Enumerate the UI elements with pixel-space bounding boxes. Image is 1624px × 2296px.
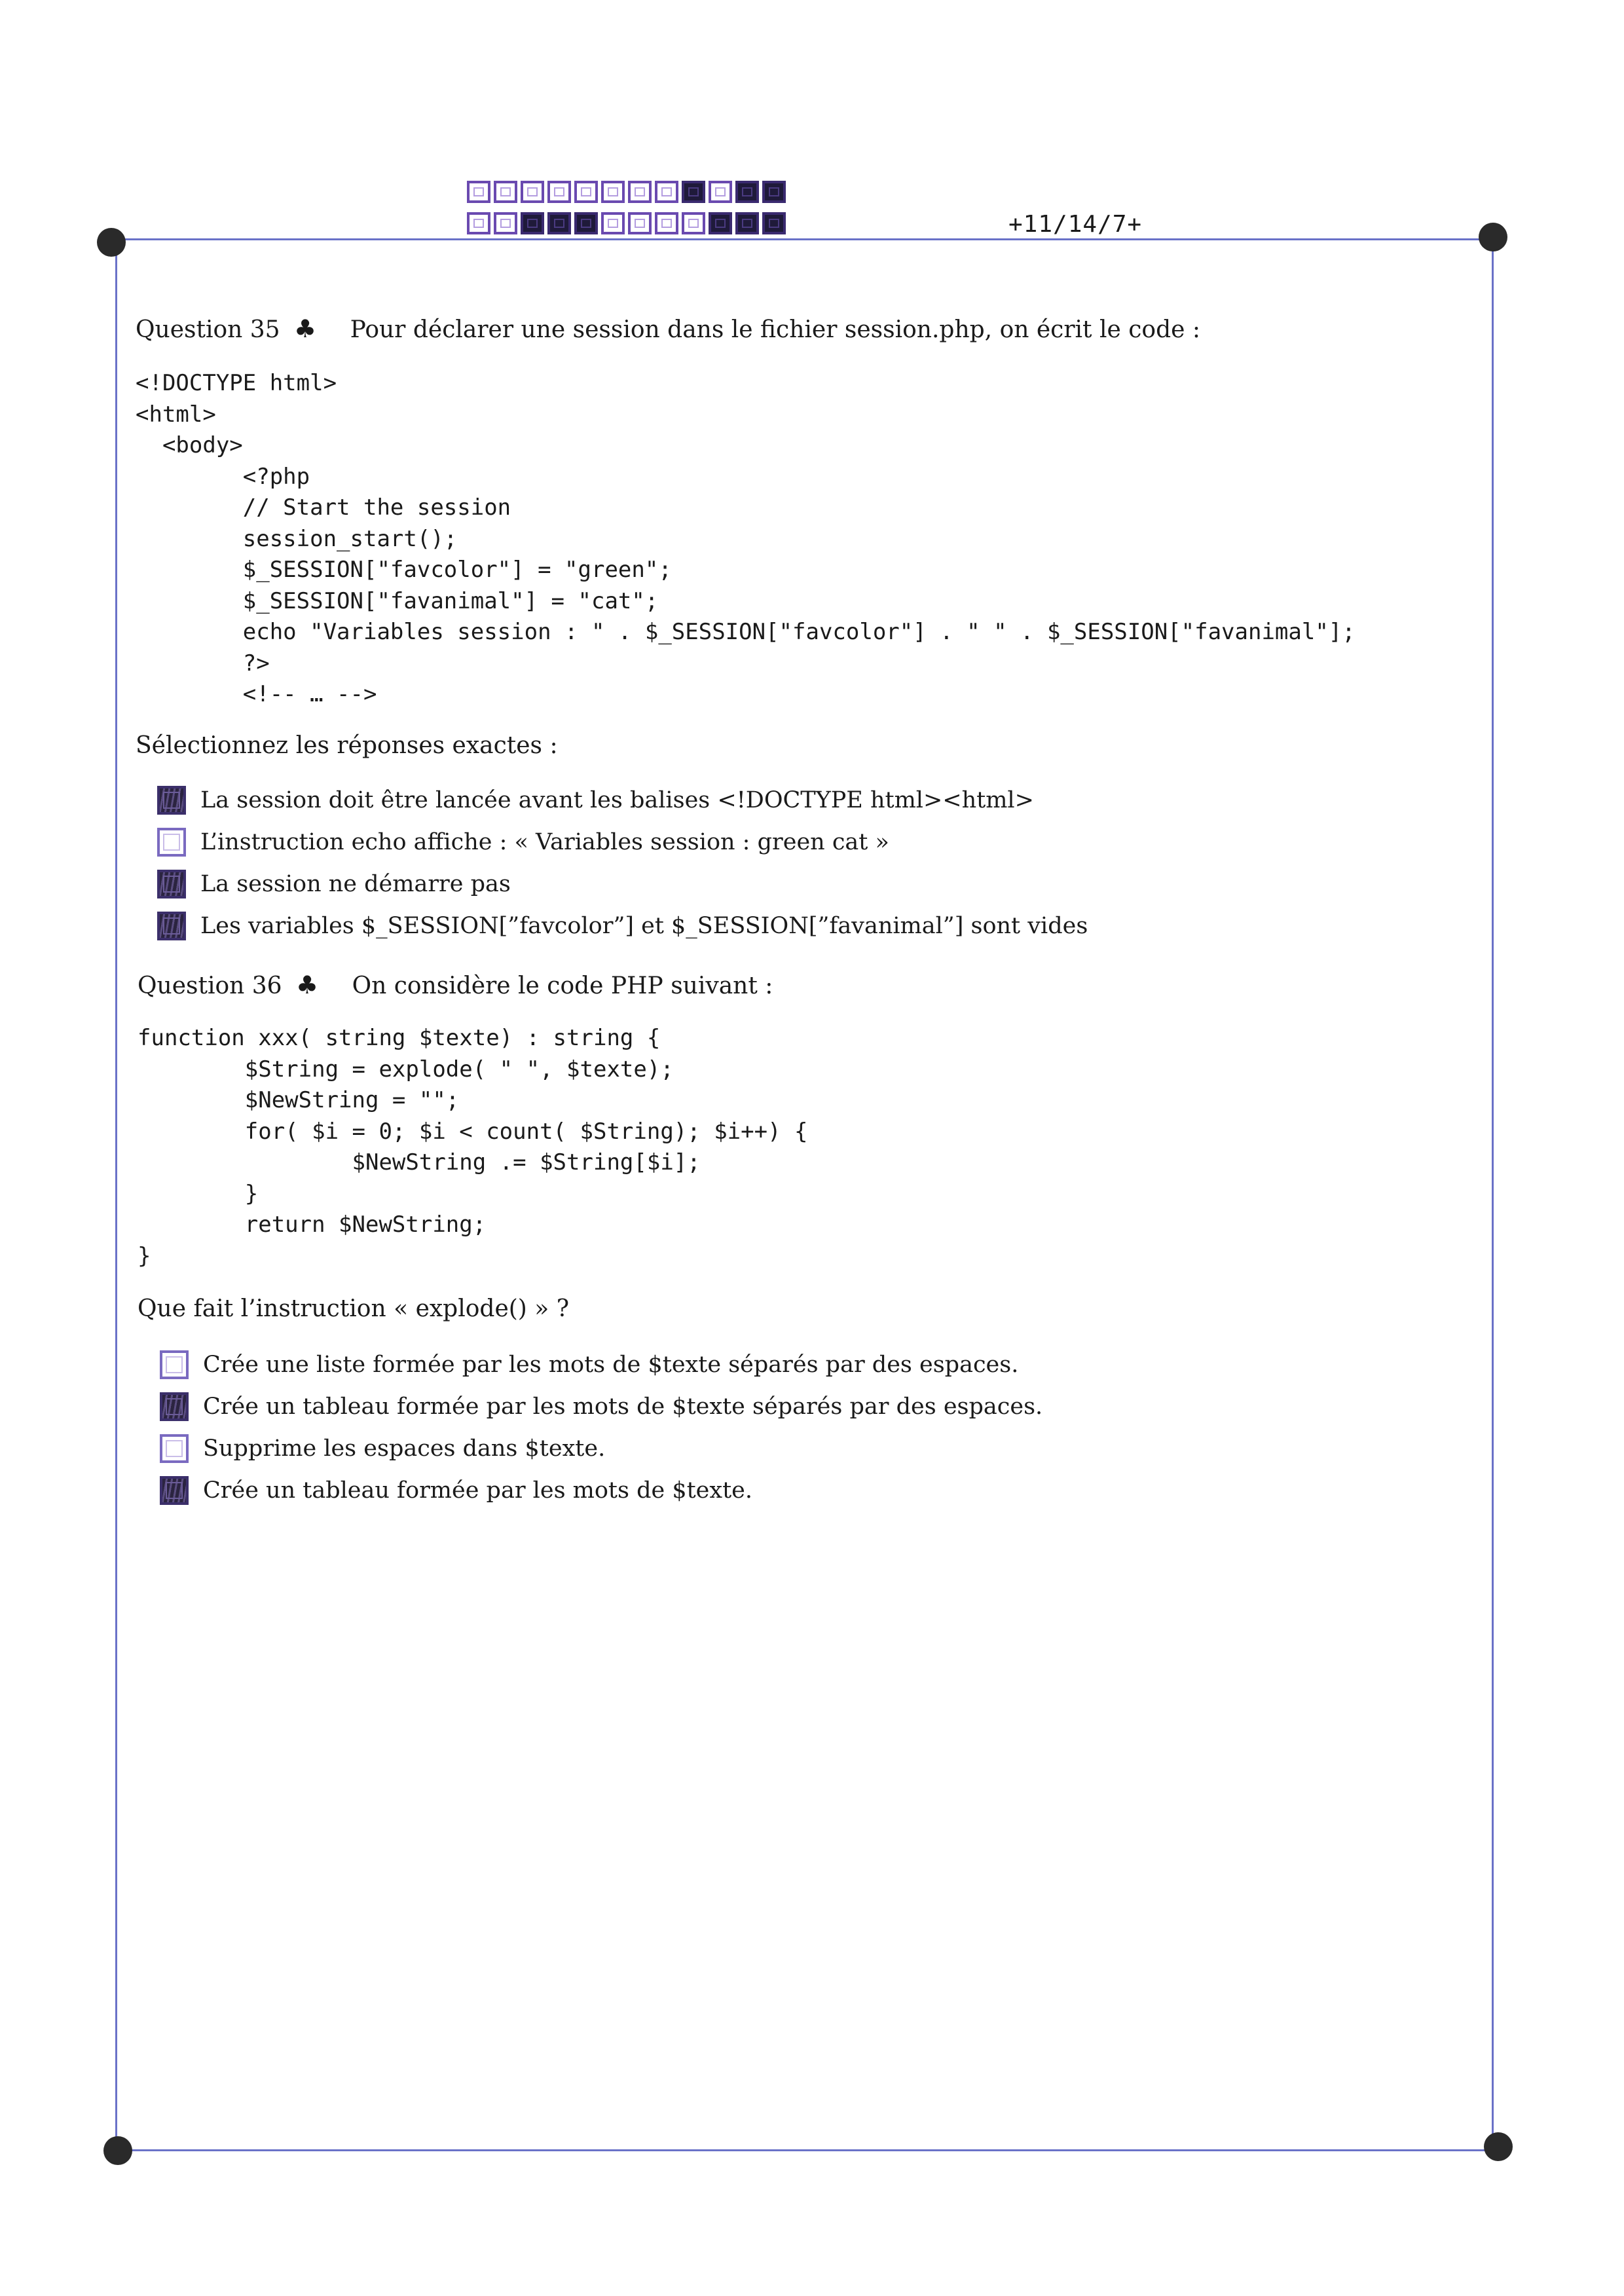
answer-label: Crée un tableau formée par les mots de $texte séparés par des espaces.	[203, 1394, 1043, 1420]
code-box	[762, 181, 786, 203]
corner-mark-bottom-right	[1484, 2132, 1513, 2161]
code-box	[547, 181, 571, 203]
frame-top-line	[111, 238, 1493, 240]
answer-label: Crée une liste formée par les mots de $texte séparés par des espaces.	[203, 1352, 1019, 1378]
code-box	[467, 181, 490, 203]
answer-label: L’instruction echo affiche : « Variables session : green cat »	[200, 829, 889, 855]
answer-option[interactable]	[160, 1428, 1043, 1470]
corner-mark-bottom-left	[103, 2136, 132, 2165]
answer-option[interactable]	[157, 821, 1088, 863]
frame-left-line	[115, 238, 117, 2151]
frame-bottom-line	[118, 2149, 1500, 2151]
checked-checkbox[interactable]	[157, 870, 186, 898]
code-box	[601, 212, 625, 234]
question-number: Question 36	[138, 972, 282, 999]
checked-checkbox[interactable]	[160, 1476, 189, 1505]
club-icon: ♣	[296, 971, 319, 999]
code-box	[494, 212, 517, 234]
question-35-code: <!DOCTYPE html> <html> <body> <?php // Start the session session_start(); $_SESSION["favcolor"] = "green"; $_SESSION["favanimal"] = "cat"; echo "Variables session : " . $_SESSION["favcolor"] . " " . $_SESSION["favanimal"]; ?> <!-- … -->	[136, 370, 1356, 707]
answer-label: Supprime les espaces dans $texte.	[203, 1435, 606, 1462]
question-35-header	[136, 314, 1200, 343]
code-box	[682, 181, 705, 203]
empty-checkbox[interactable]	[157, 828, 186, 857]
code-box	[574, 212, 598, 234]
code-box	[709, 181, 732, 203]
question-text: Pour déclarer une session dans le fichier session.php, on écrit le code :	[350, 316, 1200, 343]
code-box	[547, 212, 571, 234]
question-36-header	[138, 971, 773, 999]
question-35-answers	[157, 779, 1088, 947]
empty-checkbox[interactable]	[160, 1434, 189, 1463]
question-36-answers	[160, 1344, 1043, 1511]
page-id: +11/14/7+	[1008, 211, 1143, 238]
code-box	[494, 181, 517, 203]
answer-label: Les variables $_SESSION[”favcolor”] et $_SESSION[”favanimal”] sont vides	[200, 913, 1088, 939]
empty-checkbox[interactable]	[160, 1350, 189, 1379]
question-text: On considère le code PHP suivant :	[352, 972, 773, 999]
code-box	[655, 181, 678, 203]
id-code-boxes-row2	[467, 212, 789, 234]
answer-option[interactable]	[157, 905, 1088, 947]
corner-mark-top-right	[1479, 223, 1507, 251]
answer-option[interactable]	[157, 779, 1088, 821]
code-box	[762, 212, 786, 234]
frame-right-line	[1492, 238, 1494, 2151]
code-box	[467, 212, 490, 234]
code-box	[601, 181, 625, 203]
question-35-prompt: Sélectionnez les réponses exactes :	[136, 732, 558, 759]
corner-mark-top-left	[97, 228, 126, 257]
answer-label: Crée un tableau formée par les mots de $texte.	[203, 1477, 753, 1504]
answer-option[interactable]	[160, 1470, 1043, 1511]
code-box	[735, 181, 759, 203]
checked-checkbox[interactable]	[157, 786, 186, 815]
answer-label: La session doit être lancée avant les balises <!DOCTYPE html><html>	[200, 787, 1034, 813]
checked-checkbox[interactable]	[160, 1392, 189, 1421]
answer-option[interactable]	[157, 863, 1088, 905]
code-box	[735, 212, 759, 234]
club-icon: ♣	[294, 314, 317, 343]
code-box	[655, 212, 678, 234]
checked-checkbox[interactable]	[157, 912, 186, 940]
answer-option[interactable]	[160, 1344, 1043, 1386]
answer-option[interactable]	[160, 1386, 1043, 1428]
code-box	[709, 212, 732, 234]
answer-label: La session ne démarre pas	[200, 871, 511, 897]
code-box	[574, 181, 598, 203]
code-box	[521, 181, 544, 203]
question-36-prompt: Que fait l’instruction « explode() » ?	[138, 1295, 570, 1322]
id-code-boxes-row1	[467, 181, 789, 203]
code-box	[628, 181, 652, 203]
question-number: Question 35	[136, 316, 280, 343]
question-36-code: function xxx( string $texte) : string { $String = explode( " ", $texte); $NewString = ""; for( $i = 0; $i < count( $String); $i++) { $NewString .= $String[$i]; } return $NewString; }	[138, 1025, 808, 1269]
code-box	[682, 212, 705, 234]
code-box	[628, 212, 652, 234]
code-box	[521, 212, 544, 234]
